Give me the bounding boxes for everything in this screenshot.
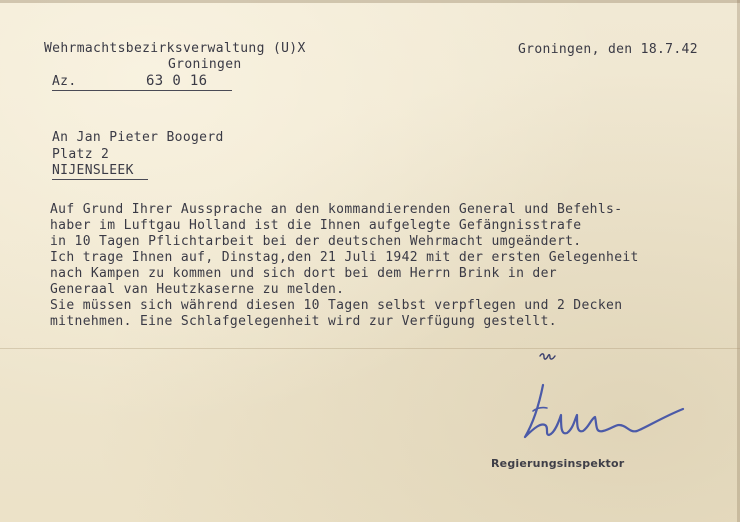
signer-title: Regierungsinspektor [491, 457, 625, 470]
signature-initial-mark [538, 350, 560, 364]
body-line: haber im Luftgau Holland ist die Ihnen aufgelegte Gefängnisstrafe [50, 218, 582, 233]
recipient-street: Platz 2 [52, 147, 110, 162]
reference-number: 63 0 16 [146, 73, 208, 89]
body-line: in 10 Tagen Pflichtarbeit bei der deutschen Wehrmacht umgeändert. [50, 234, 582, 249]
body-line: Ich trage Ihnen auf, Dinstag,den 21 Juli 1942 mit der ersten Gelegenheit [50, 250, 639, 265]
paper-top-edge [0, 0, 740, 3]
body-line: mitnehmen. Eine Schlafgelegenheit wird zur Verfügung gestellt. [50, 314, 557, 329]
recipient-place: NIJENSLEEK [52, 163, 134, 178]
body-line: nach Kampen zu kommen und sich dort bei dem Herrn Brink in der [50, 266, 557, 281]
reference-label: Az. [52, 74, 77, 89]
recipient-name: An Jan Pieter Boogerd [52, 130, 224, 145]
body-line: Generaal van Heutzkaserne zu melden. [50, 282, 345, 297]
handwritten-signature [515, 375, 695, 447]
body-line: Sie müssen sich während diesen 10 Tagen selbst verpflegen und 2 Decken [50, 298, 623, 313]
office-city: Groningen [168, 57, 242, 72]
paper-fold-line [0, 348, 740, 349]
recipient-place-underline [52, 179, 148, 180]
office-name: Wehrmachtsbezirksverwaltung (U)X [44, 41, 306, 56]
reference-underline [52, 90, 232, 91]
body-line: Auf Grund Ihrer Aussprache an den kommandierenden General und Befehls- [50, 202, 623, 217]
date-line: Groningen, den 18.7.42 [518, 42, 698, 57]
